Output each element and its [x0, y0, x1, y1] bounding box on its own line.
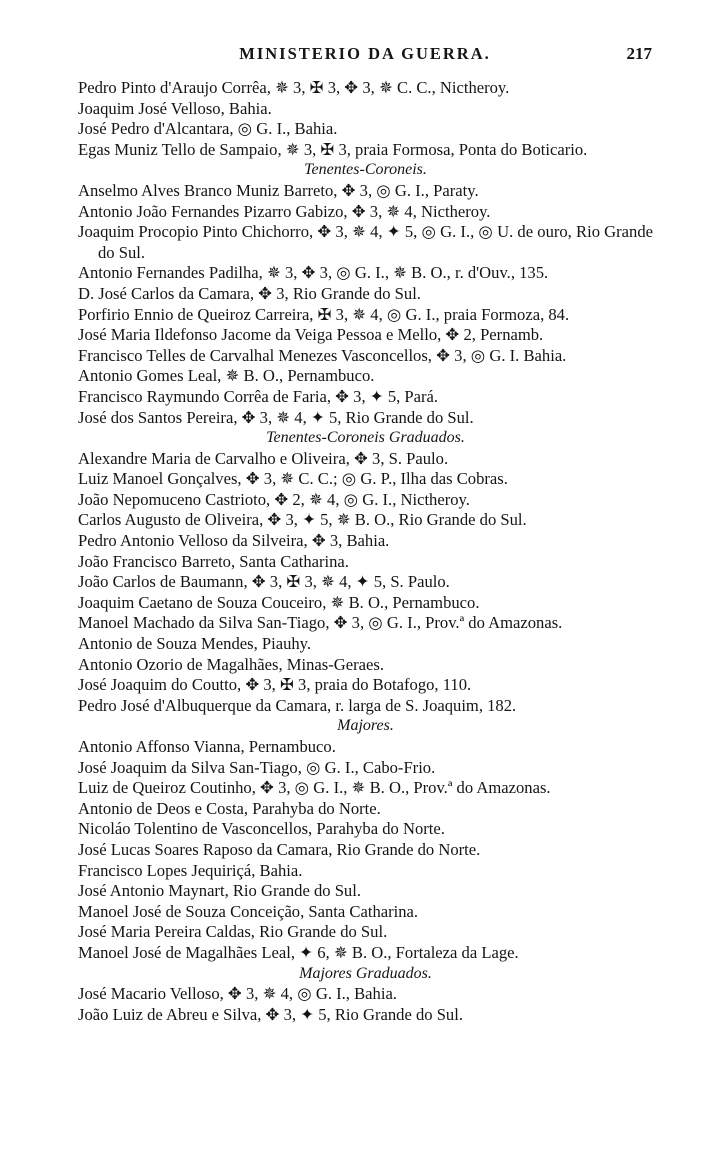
list-entry: Egas Muniz Tello de Sampaio, ✵ 3, ✠ 3, praia Formosa, Ponta do Boticario.: [78, 139, 588, 159]
list-entry: Antonio Gomes Leal, ✵ B. O., Pernambuco.: [78, 366, 375, 386]
list-entry: José Antonio Maynart, Rio Grande do Sul.: [78, 881, 361, 901]
list-entry: Luiz de Queiroz Coutinho, ✥ 3, ◎ G. I., ✵ B. O., Prov.ª do Amazonas.: [78, 778, 551, 798]
list-entry: Antonio Fernandes Padilha, ✵ 3, ✥ 3, ◎ G. I., ✵ B. O., r. d'Ouv., 135.: [78, 263, 549, 283]
list-entry: João Carlos de Baumann, ✥ 3, ✠ 3, ✵ 4, ✦ 5, S. Paulo.: [78, 572, 450, 592]
list-entry: Antonio de Souza Mendes, Piauhy.: [78, 634, 312, 654]
list-entry: João Francisco Barreto, Santa Catharina.: [78, 551, 349, 571]
list-entry: Carlos Augusto de Oliveira, ✥ 3, ✦ 5, ✵ B. O., Rio Grande do Sul.: [78, 510, 527, 530]
list-entry: Joaquim Caetano de Souza Couceiro, ✵ B. O., Pernambuco.: [78, 592, 480, 612]
list-entry: Pedro Pinto d'Araujo Corrêa, ✵ 3, ✠ 3, ✥ 3, ✵ C. C., Nictheroy.: [78, 78, 510, 97]
section-heading: Tenentes-Coroneis Graduados.: [266, 429, 465, 447]
section-heading: Majores.: [337, 717, 394, 735]
list-entry: Francisco Telles de Carvalhal Menezes Vasconcellos, ✥ 3, ◎ G. I. Bahia.: [78, 345, 567, 365]
list-entry: João Nepomuceno Castrioto, ✥ 2, ✵ 4, ◎ G. I., Nictheroy.: [78, 489, 470, 509]
list-entry: José Pedro d'Alcantara, ◎ G. I., Bahia.: [78, 119, 338, 139]
list-entry: José Joaquim do Coutto, ✥ 3, ✠ 3, praia do Botafogo, 110.: [78, 675, 472, 695]
list-entry: José Maria Pereira Caldas, Rio Grande do Sul.: [78, 922, 388, 942]
list-entry: Francisco Lopes Jequiriçá, Bahia.: [78, 860, 303, 880]
list-entry: Manoel Machado da Silva San-Tiago, ✥ 3, ◎ G. I., Prov.ª do Amazonas.: [78, 613, 563, 633]
section-heading: Tenentes-Coroneis.: [304, 161, 427, 179]
list-entry: Manoel José de Souza Conceição, Santa Catharina.: [78, 901, 419, 921]
list-entry: José Maria Ildefonso Jacome da Veiga Pessoa e Mello, ✥ 2, Pernamb.: [78, 325, 544, 345]
list-entry: João Luiz de Abreu e Silva, ✥ 3, ✦ 5, Rio Grande do Sul.: [78, 1004, 463, 1024]
page-number: 217: [626, 44, 652, 63]
list-entry: José dos Santos Pereira, ✥ 3, ✵ 4, ✦ 5, Rio Grande do Sul.: [78, 407, 474, 427]
list-entry: Antonio João Fernandes Pizarro Gabizo, ✥ 3, ✵ 4, Nictheroy.: [78, 201, 491, 221]
list-entry: Manoel José de Magalhães Leal, ✦ 6, ✵ B. O., Fortaleza da Lage.: [78, 942, 519, 962]
list-entry: José Lucas Soares Raposo da Camara, Rio Grande do Norte.: [78, 839, 481, 859]
list-entry: D. José Carlos da Camara, ✥ 3, Rio Grande do Sul.: [78, 283, 421, 303]
list-entry: Antonio Ozorio de Magalhães, Minas-Geraes.: [78, 654, 384, 674]
list-entry: Joaquim Procopio Pinto Chichorro, ✥ 3, ✵ 4, ✦ 5, ◎ G. I., ◎ U. de ouro, Rio Grande do Sul.: [78, 222, 653, 262]
list-entry: Antonio de Deos e Costa, Parahyba do Norte.: [78, 798, 381, 818]
running-header: [78, 44, 652, 76]
list-entry: Joaquim José Velloso, Bahia.: [78, 98, 272, 118]
list-entry: José Joaquim da Silva San-Tiago, ◎ G. I., Cabo-Frio.: [78, 757, 436, 777]
section-heading: Majores Graduados.: [299, 964, 432, 982]
list-entry: José Macario Velloso, ✥ 3, ✵ 4, ◎ G. I., Bahia.: [78, 984, 397, 1004]
list-entry: Antonio Affonso Vianna, Pernambuco.: [78, 737, 336, 756]
list-entry: Anselmo Alves Branco Muniz Barreto, ✥ 3, ◎ G. I., Paraty.: [78, 180, 479, 200]
list-entry: Alexandre Maria de Carvalho e Oliveira, ✥ 3, S. Paulo.: [78, 448, 449, 468]
list-entry: Nicoláo Tolentino de Vasconcellos, Parahyba do Norte.: [78, 819, 445, 839]
page-title: MINISTERIO DA GUERRA.: [239, 44, 491, 63]
list-entry: Francisco Raymundo Corrêa de Faria, ✥ 3, ✦ 5, Pará.: [78, 386, 439, 406]
list-entry: Porfirio Ennio de Queiroz Carreira, ✠ 3, ✵ 4, ◎ G. I., praia Formoza, 84.: [78, 304, 570, 324]
officer-list: [78, 78, 653, 1025]
list-entry: Luiz Manoel Gonçalves, ✥ 3, ✵ C. C.; ◎ G. P., Ilha das Cobras.: [78, 469, 508, 489]
list-entry: Pedro Antonio Velloso da Silveira, ✥ 3, Bahia.: [78, 531, 390, 551]
list-entry: Pedro José d'Albuquerque da Camara, r. larga de S. Joaquim, 182.: [78, 695, 517, 715]
